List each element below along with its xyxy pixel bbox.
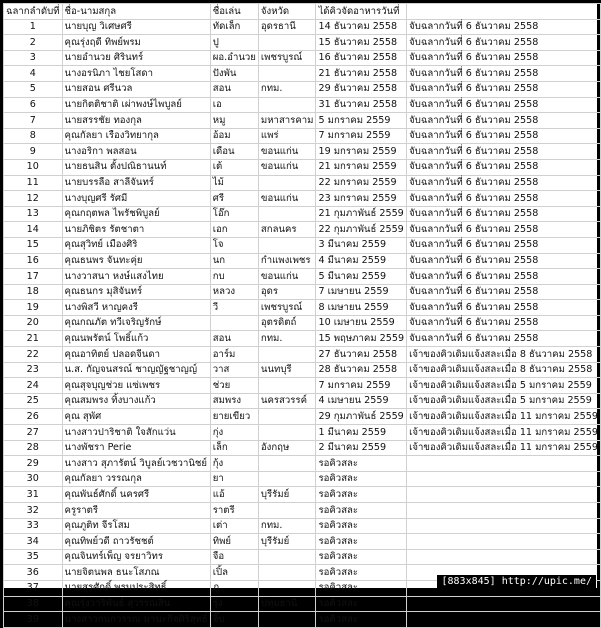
lot-number-cell[interactable]: 39 [4, 612, 63, 628]
lot-number-cell[interactable]: 35 [4, 549, 63, 565]
note-cell[interactable]: จับฉลากวันที่ 6 ธันวาคม 2558 [407, 269, 601, 285]
table-row [4, 378, 601, 394]
province-cell[interactable] [258, 612, 316, 628]
lot-number-cell[interactable]: 7 [4, 113, 63, 129]
queue-date-cell[interactable]: 5 มกราคม 2559 [316, 113, 407, 129]
nickname-cell[interactable]: ไม้ [210, 175, 258, 191]
province-cell[interactable]: เพชรบูรณ์ [258, 300, 316, 316]
note-cell[interactable]: จับฉลากวันที่ 6 ธันวาคม 2558 [407, 81, 601, 97]
province-cell[interactable] [258, 66, 316, 82]
full-name-cell[interactable]: คุณอาทิตย์ ปลอดจีนดา [62, 347, 210, 363]
table-row [4, 144, 601, 160]
note-cell[interactable] [407, 471, 601, 487]
province-cell[interactable] [258, 175, 316, 191]
spreadsheet [3, 3, 598, 625]
table-row [4, 612, 601, 628]
nickname-cell[interactable]: หมู [210, 113, 258, 129]
header-cell-lot[interactable]: ฉลากลำดับที่ [4, 4, 63, 20]
queue-date-cell[interactable]: 21 ธันวาคม 2558 [316, 66, 407, 82]
table-row [4, 222, 601, 238]
note-cell[interactable]: เจ้าของคิวเดิมแจ้งสละเมื่อ 11 มกราคม 2559 [407, 425, 601, 441]
nickname-cell[interactable]: ยา [210, 471, 258, 487]
lot-number-cell[interactable]: 12 [4, 191, 63, 207]
note-cell[interactable]: จับฉลากวันที่ 6 ธันวาคม 2558 [407, 191, 601, 207]
full-name-cell[interactable]: นายสอน ศรีนวล [62, 81, 210, 97]
nickname-cell[interactable]: กุ้ง [210, 456, 258, 472]
note-cell[interactable]: จับฉลากวันที่ 6 ธันวาคม 2558 [407, 66, 601, 82]
full-name-cell[interactable]: นายธนสิน ตั้งปณิธานนท์ [62, 159, 210, 175]
province-cell[interactable]: นนทบุรี [258, 362, 316, 378]
note-cell[interactable]: จับฉลากวันที่ 6 ธันวาคม 2558 [407, 300, 601, 316]
full-name-cell[interactable]: คุณพันธ์ศักดิ์ นครศรี [62, 487, 210, 503]
note-cell[interactable] [407, 518, 601, 534]
lot-number-cell[interactable]: 16 [4, 253, 63, 269]
province-cell[interactable]: ขอนแก่น [258, 269, 316, 285]
note-cell[interactable]: จับฉลากวันที่ 6 ธันวาคม 2558 [407, 159, 601, 175]
nickname-cell[interactable]: สอน [210, 331, 258, 347]
queue-date-cell[interactable]: 15 พฤษภาคม 2559 [316, 331, 407, 347]
province-cell[interactable]: บุรีรัมย์ [258, 487, 316, 503]
queue-date-cell[interactable]: 4 เมษายน 2559 [316, 393, 407, 409]
province-cell[interactable]: สกลนคร [258, 222, 316, 238]
queue-date-cell[interactable]: รอคิวสละ [316, 565, 407, 581]
nickname-cell[interactable]: โอ๊ก [210, 206, 258, 222]
full-name-cell[interactable]: คุณสุจบุญช่วย แซ่เพชร [62, 378, 210, 394]
nickname-cell[interactable]: สมพรง [210, 393, 258, 409]
header-row [4, 4, 601, 20]
full-name-cell[interactable]: นางสาว สุภารัตน์ วิบูลย์เวชวานิชย์ [62, 456, 210, 472]
nickname-cell[interactable]: ทิพย์ [210, 534, 258, 550]
nickname-cell[interactable]: เต้ [210, 159, 258, 175]
table-row [4, 393, 601, 409]
queue-date-cell[interactable]: 21 มกราคม 2559 [316, 159, 407, 175]
lot-number-cell[interactable]: 15 [4, 237, 63, 253]
nickname-cell[interactable]: เต่า [210, 518, 258, 534]
note-cell[interactable] [407, 549, 601, 565]
table-row [4, 191, 601, 207]
lot-number-cell[interactable]: 10 [4, 159, 63, 175]
province-cell[interactable]: มหาสารคาม [258, 113, 316, 129]
province-cell[interactable]: กทม. [258, 81, 316, 97]
queue-date-cell[interactable]: รอคิวสละ [316, 456, 407, 472]
queue-date-cell[interactable]: 22 มกราคม 2559 [316, 175, 407, 191]
note-cell[interactable]: จับฉลากวันที่ 6 ธันวาคม 2558 [407, 113, 601, 129]
queue-table [3, 3, 601, 628]
note-cell[interactable]: จับฉลากวันที่ 6 ธันวาคม 2558 [407, 144, 601, 160]
province-cell[interactable]: กทม. [258, 518, 316, 534]
note-cell[interactable]: เจ้าของคิวเดิมแจ้งสละเมื่อ 11 มกราคม 2559 [407, 440, 601, 456]
lot-number-cell[interactable]: 30 [4, 471, 63, 487]
province-cell[interactable]: แพร่ [258, 128, 316, 144]
note-cell[interactable]: เจ้าของคิวเดิมแจ้งสละเมื่อ 8 ธันวาคม 2558 [407, 362, 601, 378]
table-row [4, 269, 601, 285]
header-cell-note[interactable] [407, 4, 601, 20]
full-name-cell[interactable]: นางสาวกนกวรรณ มานะกิจศิริสุทธิ์ [62, 612, 210, 628]
nickname-cell[interactable]: วาส [210, 362, 258, 378]
queue-date-cell[interactable]: 7 เมษายน 2559 [316, 284, 407, 300]
note-cell[interactable]: เจ้าของคิวเดิมแจ้งสละเมื่อ 11 มกราคม 2559 [407, 409, 601, 425]
table-row [4, 315, 601, 331]
lot-number-cell[interactable]: 24 [4, 378, 63, 394]
province-cell[interactable] [258, 456, 316, 472]
province-cell[interactable] [258, 471, 316, 487]
full-name-cell[interactable]: คุณธนกร มุสิจันทร์ [62, 284, 210, 300]
queue-date-cell[interactable]: 28 ธันวาคม 2558 [316, 362, 407, 378]
lot-number-cell[interactable]: 18 [4, 284, 63, 300]
table-row [4, 81, 601, 97]
nickname-cell[interactable]: ศรี [210, 191, 258, 207]
note-cell[interactable]: จับฉลากวันที่ 6 ธันวาคม 2558 [407, 19, 601, 35]
lot-number-cell[interactable]: 4 [4, 66, 63, 82]
full-name-cell[interactable]: คุณภูติท จีรโสม [62, 518, 210, 534]
queue-date-cell[interactable]: รอคิวสละ [316, 549, 407, 565]
nickname-cell[interactable]: ผอ.อำนวย [210, 50, 258, 66]
nickname-cell[interactable]: ปู [210, 35, 258, 51]
full-name-cell[interactable]: คุณกณภัต ทวีเจริญรักษ์ [62, 315, 210, 331]
province-cell[interactable] [258, 580, 316, 596]
note-cell[interactable]: จับฉลากวันที่ 6 ธันวาคม 2558 [407, 206, 601, 222]
lot-number-cell[interactable]: 33 [4, 518, 63, 534]
table-row [4, 50, 601, 66]
province-cell[interactable] [258, 425, 316, 441]
watermark-label: [883x845] http://upic.me/ [437, 575, 596, 588]
province-cell[interactable]: อังกฤษ [258, 440, 316, 456]
full-name-cell[interactable]: นางสาวปาริชาติ ใจสักแว่น [62, 425, 210, 441]
nickname-cell[interactable]: เอก [210, 222, 258, 238]
note-cell[interactable]: จับฉลากวันที่ 6 ธันวาคม 2558 [407, 50, 601, 66]
note-cell[interactable]: จับฉลากวันที่ 6 ธันวาคม 2558 [407, 35, 601, 51]
province-cell[interactable] [258, 503, 316, 519]
table-row [4, 425, 601, 441]
full-name-cell[interactable]: นางพิสวี หาญคงรี [62, 300, 210, 316]
nickname-cell[interactable]: ราตรี [210, 503, 258, 519]
lot-number-cell[interactable]: 38 [4, 596, 63, 612]
queue-date-cell[interactable]: 31 ธันวาคม 2558 [316, 97, 407, 113]
table-row [4, 471, 601, 487]
nickname-cell[interactable] [210, 315, 258, 331]
full-name-cell[interactable]: นายภิชิตร รัตชาตา [62, 222, 210, 238]
lot-number-cell[interactable]: 32 [4, 503, 63, 519]
note-cell[interactable]: จับฉลากวันที่ 6 ธันวาคม 2558 [407, 175, 601, 191]
queue-date-cell[interactable]: 19 มกราคม 2559 [316, 144, 407, 160]
province-cell[interactable] [258, 378, 316, 394]
table-row [4, 487, 601, 503]
nickname-cell[interactable]: กบ [210, 269, 258, 285]
queue-date-cell[interactable]: 5 มีนาคม 2559 [316, 269, 407, 285]
full-name-cell[interactable]: คุณทิพย์วดี ถาวรัชชต์ [62, 534, 210, 550]
full-name-cell[interactable]: นายอำนวย ศิรินทร์ [62, 50, 210, 66]
nickname-cell[interactable]: เอ [210, 97, 258, 113]
lot-number-cell[interactable]: 34 [4, 534, 63, 550]
table-row [4, 97, 601, 113]
nickname-cell[interactable]: สอน [210, 81, 258, 97]
full-name-cell[interactable]: นายกิตติชาติ เผ่าพงษ์ไพบูลย์ [62, 97, 210, 113]
lot-number-cell[interactable]: 27 [4, 425, 63, 441]
queue-date-cell[interactable]: 21 กุมภาพันธ์ 2559 [316, 206, 407, 222]
province-cell[interactable] [258, 409, 316, 425]
note-cell[interactable]: จับฉลากวันที่ 6 ธันวาคม 2558 [407, 253, 601, 269]
nickname-cell[interactable]: กุ่ง [210, 425, 258, 441]
nickname-cell[interactable]: ภู [210, 580, 258, 596]
queue-date-cell[interactable]: รอคิวสละ [316, 534, 407, 550]
table-row [4, 331, 601, 347]
lot-number-cell[interactable]: 26 [4, 409, 63, 425]
lot-number-cell[interactable]: 9 [4, 144, 63, 160]
province-cell[interactable] [258, 565, 316, 581]
header-cell-nickname[interactable]: ชื่อเล่น [210, 4, 258, 20]
province-cell[interactable] [258, 206, 316, 222]
full-name-cell[interactable]: นายบุญ วิเศษศรี [62, 19, 210, 35]
province-cell[interactable]: ขอนแก่น [258, 159, 316, 175]
note-cell[interactable]: เจ้าของคิวเดิมแจ้งสละเมื่อ 5 มกราคม 2559 [407, 393, 601, 409]
full-name-cell[interactable]: คุณจินทร์เพ็ญ จรยาวิทร [62, 549, 210, 565]
province-cell[interactable]: เพชรบูรณ์ [258, 50, 316, 66]
nickname-cell[interactable]: หลวง [210, 284, 258, 300]
full-name-cell[interactable]: คุณกัลยา วรรณกุล [62, 471, 210, 487]
queue-date-cell[interactable]: รอคิวสละ [316, 612, 407, 628]
nickname-cell[interactable]: โจ [210, 237, 258, 253]
full-name-cell[interactable]: คุณกฤตพล ไพรัชพิบูลย์ [62, 206, 210, 222]
nickname-cell[interactable]: เล็ก [210, 440, 258, 456]
full-name-cell[interactable]: นายสุรศักดิ์ พรมประสิทธิ์ [62, 580, 210, 596]
full-name-cell[interactable]: คุณสมพรง ทิ้งบางแก้ว [62, 393, 210, 409]
note-cell[interactable]: จับฉลากวันที่ 6 ธันวาคม 2558 [407, 222, 601, 238]
nickname-cell[interactable]: รุ่ง [210, 596, 258, 612]
province-cell[interactable] [258, 237, 316, 253]
lot-number-cell[interactable]: 2 [4, 35, 63, 51]
queue-date-cell[interactable]: รอคิวสละ [316, 580, 407, 596]
table-row [4, 362, 601, 378]
table-row [4, 66, 601, 82]
full-name-cell[interactable]: นายจิตนพล ธนะโสภณ [62, 565, 210, 581]
lot-number-cell[interactable]: 8 [4, 128, 63, 144]
header-cell-province[interactable]: จังหวัด [258, 4, 316, 20]
province-cell[interactable] [258, 35, 316, 51]
note-cell[interactable]: จับฉลากวันที่ 6 ธันวาคม 2558 [407, 128, 601, 144]
full-name-cell[interactable]: คุณนพรัตน์ โพธิ์แก้ว [62, 331, 210, 347]
table-row [4, 549, 601, 565]
note-cell[interactable]: จับฉลากวันที่ 6 ธันวาคม 2558 [407, 284, 601, 300]
table-row [4, 159, 601, 175]
note-cell[interactable] [407, 503, 601, 519]
full-name-cell[interactable]: คุณรุ่งฤดี ทิพย์พรม [62, 35, 210, 51]
lot-number-cell[interactable]: 20 [4, 315, 63, 331]
note-cell[interactable]: เจ้าของคิวเดิมแจ้งสละเมื่อ 5 มกราคม 2559 [407, 378, 601, 394]
header-cell-date[interactable]: ได้คิวจัดอาหารวันที่ [316, 4, 407, 20]
nickname-cell[interactable]: เปิ้ล [210, 565, 258, 581]
full-name-cell[interactable]: คุณสุวิทย์ เมืองศิริ [62, 237, 210, 253]
lot-number-cell[interactable]: 23 [4, 362, 63, 378]
table-row [4, 237, 601, 253]
full-name-cell[interactable]: คุณธนพร จันทะคุ่ย [62, 253, 210, 269]
nickname-cell[interactable]: อ้อม [210, 128, 258, 144]
full-name-cell[interactable]: นางอริกา พลสอน [62, 144, 210, 160]
queue-date-cell[interactable]: 4 มีนาคม 2559 [316, 253, 407, 269]
lot-number-cell[interactable]: 17 [4, 269, 63, 285]
note-cell[interactable]: จับฉลากวันที่ 6 ธันวาคม 2558 [407, 97, 601, 113]
lot-number-cell[interactable]: 5 [4, 81, 63, 97]
nickname-cell[interactable]: ทัดเล็ก [210, 19, 258, 35]
queue-date-cell[interactable]: รอคิวสละ [316, 503, 407, 519]
queue-date-cell[interactable]: 3 มีนาคม 2559 [316, 237, 407, 253]
province-cell[interactable]: ขอนแก่น [258, 191, 316, 207]
province-cell[interactable]: บุรีรัมย์ [258, 534, 316, 550]
province-cell[interactable]: ปทุมธานี [258, 596, 316, 612]
queue-date-cell[interactable]: 15 ธันวาคม 2558 [316, 35, 407, 51]
table-row [4, 347, 601, 363]
nickname-cell[interactable]: แอ้ [210, 487, 258, 503]
nickname-cell[interactable]: จือ [210, 549, 258, 565]
queue-date-cell[interactable]: 1 มีนาคม 2559 [316, 425, 407, 441]
table-row [4, 534, 601, 550]
queue-date-cell[interactable]: 29 ธันวาคม 2558 [316, 81, 407, 97]
nickname-cell[interactable]: ยายเขียว [210, 409, 258, 425]
nickname-cell[interactable]: จิ๊บ [210, 612, 258, 628]
table-row [4, 440, 601, 456]
lot-number-cell[interactable]: 29 [4, 456, 63, 472]
queue-date-cell[interactable]: 16 ธันวาคม 2558 [316, 50, 407, 66]
full-name-cell[interactable]: คุณกัลยา เรืองวิทยากุล [62, 128, 210, 144]
table-row [4, 409, 601, 425]
lot-number-cell[interactable]: 36 [4, 565, 63, 581]
lot-number-cell[interactable]: 28 [4, 440, 63, 456]
table-row [4, 35, 601, 51]
queue-date-cell[interactable]: รอคิวสละ [316, 518, 407, 534]
province-cell[interactable]: นครสวรรค์ [258, 393, 316, 409]
queue-date-cell[interactable]: 7 มกราคม 2559 [316, 128, 407, 144]
province-cell[interactable]: ขอนแก่น [258, 144, 316, 160]
province-cell[interactable]: กทม. [258, 331, 316, 347]
full-name-cell[interactable]: นางวาสนา หงษ์แสงไทย [62, 269, 210, 285]
lot-number-cell[interactable]: 13 [4, 206, 63, 222]
table-row [4, 206, 601, 222]
province-cell[interactable]: กำแพงเพชร [258, 253, 316, 269]
province-cell[interactable] [258, 97, 316, 113]
table-row [4, 596, 601, 612]
note-cell[interactable] [407, 487, 601, 503]
lot-number-cell[interactable]: 6 [4, 97, 63, 113]
full-name-cell[interactable]: นางอรนิภา ไชยโสดา [62, 66, 210, 82]
note-cell[interactable] [407, 596, 601, 612]
full-name-cell[interactable]: นายสรรชัย ทองกุล [62, 113, 210, 129]
queue-date-cell[interactable]: 27 ธันวาคม 2558 [316, 347, 407, 363]
lot-number-cell[interactable]: 31 [4, 487, 63, 503]
note-cell[interactable]: จับฉลากวันที่ 6 ธันวาคม 2558 [407, 331, 601, 347]
lot-number-cell[interactable]: 3 [4, 50, 63, 66]
queue-date-cell[interactable]: รอคิวสละ [316, 596, 407, 612]
header-cell-name[interactable]: ชื่อ-นามสกุล [62, 4, 210, 20]
queue-date-cell[interactable]: 2 มีนาคม 2559 [316, 440, 407, 456]
full-name-cell[interactable]: นางบุญศรี รัศมี [62, 191, 210, 207]
queue-date-cell[interactable]: 7 มกราคม 2559 [316, 378, 407, 394]
full-name-cell[interactable]: ครูราตรี [62, 503, 210, 519]
table-row [4, 518, 601, 534]
queue-date-cell[interactable]: รอคิวสละ [316, 487, 407, 503]
table-row [4, 456, 601, 472]
full-name-cell[interactable]: คุณ สุพัศ [62, 409, 210, 425]
lot-number-cell[interactable]: 11 [4, 175, 63, 191]
note-cell[interactable]: จับฉลากวันที่ 6 ธันวาคม 2558 [407, 237, 601, 253]
table-row [4, 175, 601, 191]
table-row [4, 503, 601, 519]
table-row [4, 113, 601, 129]
queue-date-cell[interactable]: 10 เมษายน 2559 [316, 315, 407, 331]
lot-number-cell[interactable]: 21 [4, 331, 63, 347]
note-cell[interactable] [407, 612, 601, 628]
note-cell[interactable]: จับฉลากวันที่ 6 ธันวาคม 2558 [407, 315, 601, 331]
nickname-cell[interactable]: อาร์ม [210, 347, 258, 363]
table-row [4, 19, 601, 35]
full-name-cell[interactable]: คุณรุ่งวาริพันธ์ สุวรรณสิน [62, 596, 210, 612]
province-cell[interactable] [258, 549, 316, 565]
full-name-cell[interactable]: นางพัชรา Perie [62, 440, 210, 456]
lot-number-cell[interactable]: 37 [4, 580, 63, 596]
table-row [4, 284, 601, 300]
queue-date-cell[interactable]: รอคิวสละ [316, 471, 407, 487]
nickname-cell[interactable]: ปังพัน [210, 66, 258, 82]
queue-date-cell[interactable]: 8 เมษายน 2559 [316, 300, 407, 316]
lot-number-cell[interactable]: 1 [4, 19, 63, 35]
table-row [4, 253, 601, 269]
queue-date-cell[interactable]: 23 มกราคม 2559 [316, 191, 407, 207]
note-cell[interactable] [407, 534, 601, 550]
province-cell[interactable]: อุดร [258, 284, 316, 300]
lot-number-cell[interactable]: 22 [4, 347, 63, 363]
nickname-cell[interactable]: ช่วย [210, 378, 258, 394]
nickname-cell[interactable]: เดือน [210, 144, 258, 160]
note-cell[interactable]: เจ้าของคิวเดิมแจ้งสละเมื่อ 8 ธันวาคม 2558 [407, 347, 601, 363]
queue-date-cell[interactable]: 22 กุมภาพันธ์ 2559 [316, 222, 407, 238]
nickname-cell[interactable]: นก [210, 253, 258, 269]
province-cell[interactable]: อุตรดิตถ์ [258, 315, 316, 331]
table-row [4, 128, 601, 144]
note-cell[interactable] [407, 456, 601, 472]
lot-number-cell[interactable]: 14 [4, 222, 63, 238]
full-name-cell[interactable]: น.ส. กัญจนสรณ์ ชาญญัฐชาญญ์ [62, 362, 210, 378]
table-row [4, 300, 601, 316]
lot-number-cell[interactable]: 25 [4, 393, 63, 409]
queue-date-cell[interactable]: 29 กุมภาพันธ์ 2559 [316, 409, 407, 425]
province-cell[interactable]: อุดรธานี [258, 19, 316, 35]
full-name-cell[interactable]: นายบรรลือ สาลีจันทร์ [62, 175, 210, 191]
lot-number-cell[interactable]: 19 [4, 300, 63, 316]
nickname-cell[interactable]: วี [210, 300, 258, 316]
province-cell[interactable] [258, 347, 316, 363]
queue-date-cell[interactable]: 14 ธันวาคม 2558 [316, 19, 407, 35]
